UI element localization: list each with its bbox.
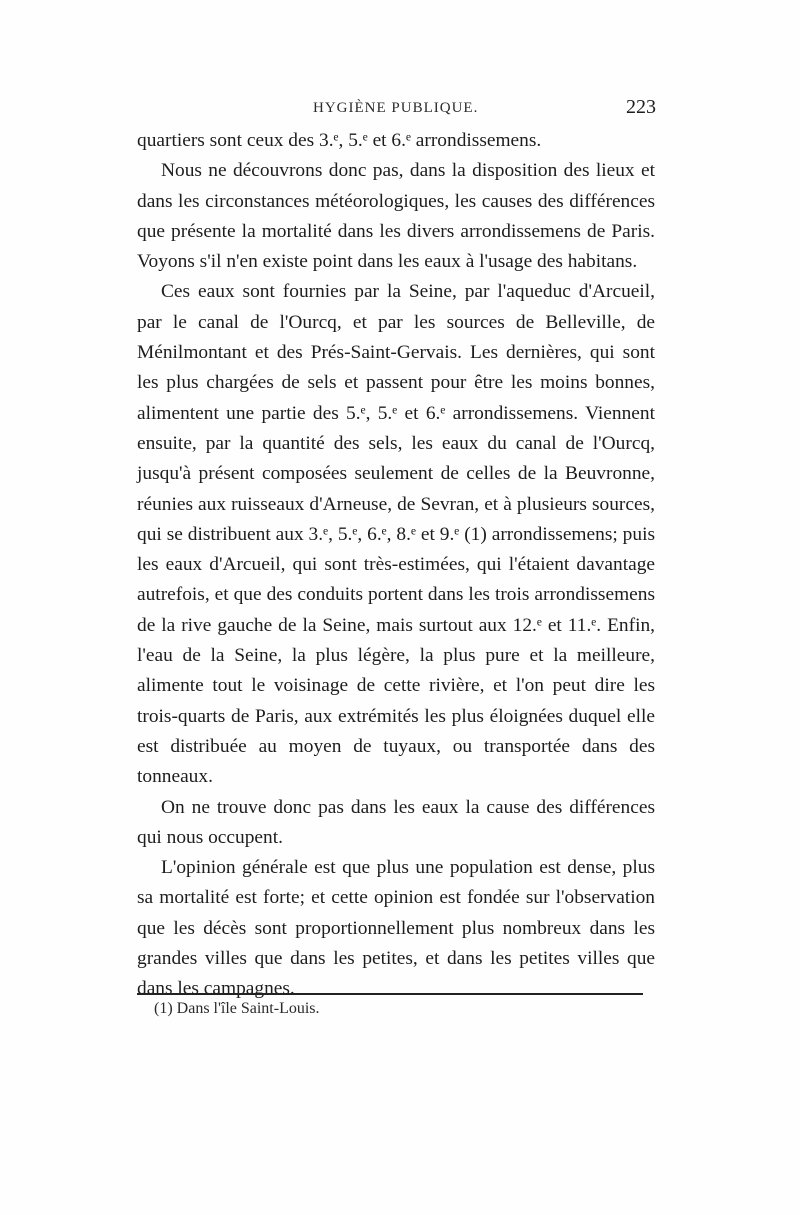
page-number: 223 (626, 96, 656, 118)
paragraph: Nous ne découvrons donc pas, dans la disposition des lieux et dans les circonstances météorologiques, les causes des différences que présente la mortalité dans les divers arrondissemens de Paris. Voyons s'il n'en existe point dans les eaux à l'usage des habitans. (137, 160, 655, 273)
footnote: (1) Dans l'île Saint-Louis. (154, 1000, 320, 1017)
body-text (137, 126, 655, 1005)
paragraph: L'opinion générale est que plus une population est dense, plus sa mortalité est forte; et cette opinion est fondée sur l'observation que les décès sont proportionnellement plus nombreux dans les grandes villes que dans les petites, et dans les petites villes que dans les campagnes. (137, 857, 655, 1000)
paragraph: On ne trouve donc pas dans les eaux la cause des différences qui nous occupent. (137, 796, 655, 848)
paragraph: quartiers sont ceux des 3.ᵉ, 5.ᵉ et 6.ᵉ arrondissemens. (137, 130, 542, 151)
footnote-rule (137, 993, 643, 995)
header-title: HYGIÈNE PUBLIQUE. (313, 100, 479, 116)
running-header (138, 98, 658, 124)
paragraph: Ces eaux sont fournies par la Seine, par l'aqueduc d'Arcueil, par le canal de l'Ourcq, et par les sources de Belleville, de Ménilmontant et des Prés-Saint-Gervais. Les dernières, qui sont les plus chargées de sels et passent pour être les moins bonnes, alimentent une partie des 5.ᵉ, 5.ᵉ et 6.ᵉ arrondissemens. Viennent ensuite, par la quantité des sels, les eaux du canal de l'Ourcq, jusqu'à présent composées seulement de celles de la Beuvronne, réunies aux ruisseaux d'Arneuse, de Sevran, et à plusieurs sources, qui se distribuent aux 3.ᵉ, 5.ᵉ, 6.ᵉ, 8.ᵉ et 9.ᵉ (1) arrondissemens; puis les eaux d'Arcueil, qui sont très-estimées, qui l'étaient davantage autrefois, et que des conduits portent dans les trois arrondissemens de la rive gauche de la Seine, mais surtout aux 12.ᵉ et 11.ᵉ. Enfin, l'eau de la Seine, la plus légère, la plus pure et la meilleure, alimente tout le voisinage de cette rivière, et l'on peut dire les trois-quarts de Paris, aux extrémités les plus éloignées duquel elle est distribuée au moyen de tuyaux, ou transportée dans des tonneaux. (137, 281, 655, 788)
